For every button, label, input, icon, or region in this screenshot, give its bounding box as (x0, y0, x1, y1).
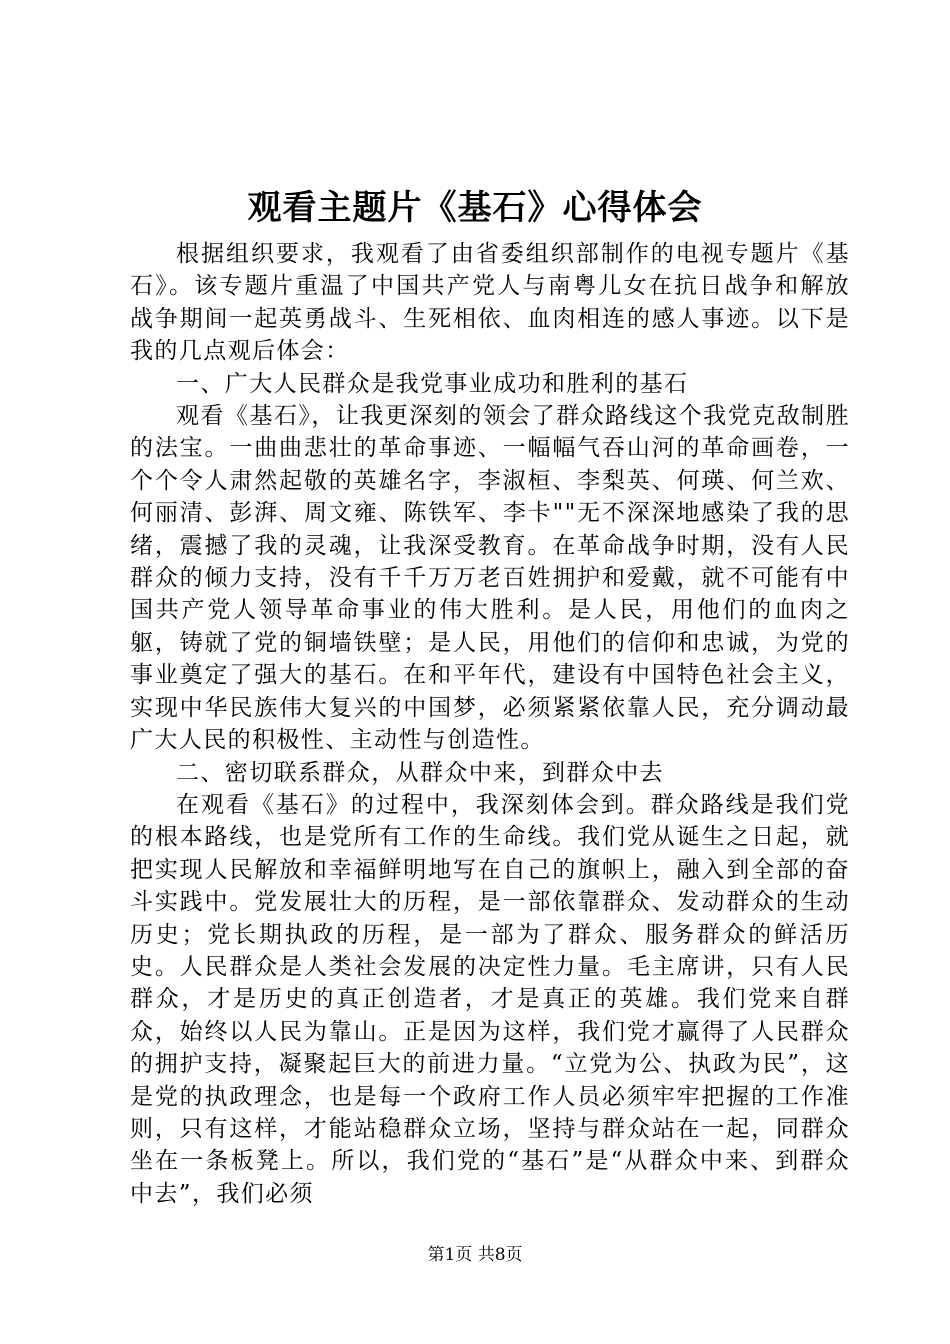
section-1-paragraph: 观看《基石》，让我更深刻的领会了群众路线这个我党克敌制胜的法宝。一曲曲悲壮的革命事迹、一幅幅气吞山河的革命画卷，一个个令人肃然起敬的英雄名字，李淑桓、李梨英、何瑛、何兰欢、何丽清、彭湃、周文雍、陈铁军、李卡""无不深深地感染了我的思绪，震撼了我的灵魂，让我深受教育。在革命战争时期，没有人民群众的倾力支持，没有千千万万老百姓拥护和爱戴，就不可能有中国共产党人领导革命事业的伟大胜利。是人民，用他们的血肉之躯，铸就了党的铜墙铁壁；是人民，用他们的信仰和忠诚，为党的事业奠定了强大的基石。在和平年代，建设有中国特色社会主义，实现中华民族伟大复兴的中国梦，必须紧紧依靠人民，充分调动最广大人民的积极性、主动性与创造性。 (130, 403, 850, 754)
section-heading-2: 二、密切联系群众，从群众中来，到群众中去 (176, 759, 664, 786)
intro-paragraph: 根据组织要求，我观看了由省委组织部制作的电视专题片《基石》。该专题片重温了中国共产党人与南粤儿女在抗日战争和解放战争期间一起英勇战斗、生死相依、血肉相连的感人事迹。以下是我的几点观后体会： (130, 241, 850, 365)
document-body (130, 238, 850, 1210)
document-title: 观看主题片《基石》心得体会 (247, 188, 703, 228)
section-heading-1: 一、广大人民群众是我党事业成功和胜利的基石 (176, 370, 689, 397)
page-footer: 第1页 共8页 (427, 1245, 523, 1265)
section-2-paragraph: 在观看《基石》的过程中，我深刻体会到。群众路线是我们党的根本路线，也是党所有工作的生命线。我们党从诞生之日起，就把实现人民解放和幸福鲜明地写在自己的旗帜上，融入到全部的奋斗实践中。党发展壮大的历程，是一部依靠群众、发动群众的生动历史；党长期执政的历程，是一部为了群众、服务群众的鲜活历史。人民群众是人类社会发展的决定性力量。毛主席讲，只有人民群众，才是历史的真正创造者，才是真正的英雄。我们党来自群众，始终以人民为靠山。正是因为这样，我们党才赢得了人民群众的拥护支持，凝聚起巨大的前进力量。“立党为公、执政为民”，这是党的执政理念，也是每一个政府工作人员必须牢牢把握的工作准则，只有这样，才能站稳群众立场，坚持与群众站在一起，同群众坐在一条板凳上。所以，我们党的“基石”是“从群众中来、到群众中去”，我们必须 (130, 791, 850, 1207)
